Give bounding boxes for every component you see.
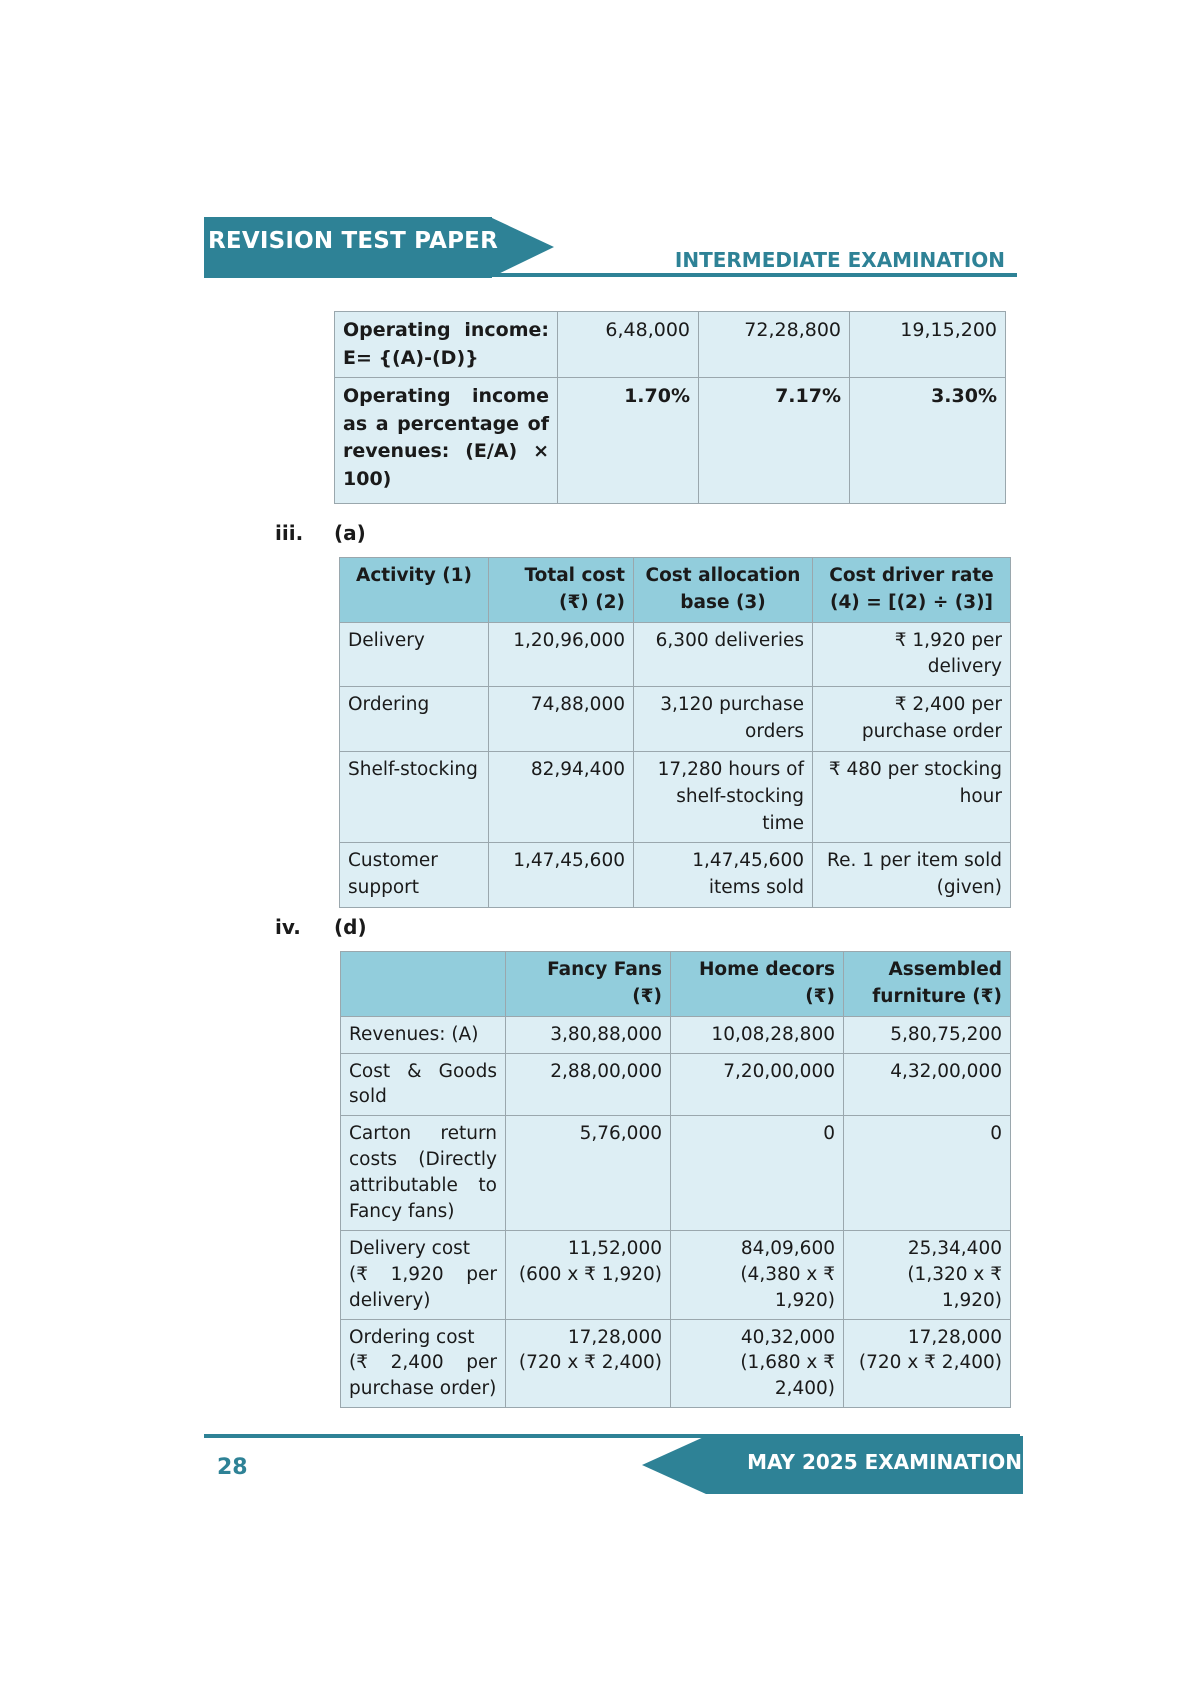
- header-exam: INTERMEDIATE EXAMINATION: [674, 248, 1005, 272]
- table-cell: 6,48,000: [558, 312, 699, 378]
- footer-exam: MAY 2025 EXAMINATION: [747, 1450, 1022, 1474]
- column-header: Home decors (₹): [671, 952, 844, 1017]
- table-cell: Re. 1 per item sold (given): [813, 843, 1011, 908]
- table-row: [341, 1116, 1011, 1231]
- table-row: [341, 1230, 1011, 1319]
- table-cell: ₹ 2,400 per purchase order: [813, 687, 1011, 752]
- table-header-row: [341, 952, 1011, 1017]
- table-row: [341, 1053, 1011, 1116]
- cell-formula: (1,320 x ₹ 1,920): [907, 1263, 1002, 1311]
- cell-formula: (720 x ₹ 2,400): [518, 1352, 662, 1374]
- table-cell: 17,280 hours of shelf-stocking time: [634, 751, 813, 842]
- row-label: [341, 1319, 506, 1408]
- row-label: Cost & Goods sold: [341, 1053, 506, 1116]
- table-row: [340, 622, 1011, 687]
- table-cell: ₹ 480 per stocking hour: [813, 751, 1011, 842]
- table-cell: [671, 1319, 844, 1408]
- table-cell: Shelf-stocking: [340, 751, 489, 842]
- table-cell: 2,88,00,000: [506, 1053, 671, 1116]
- table-cell: Delivery: [340, 622, 489, 687]
- row-label: Carton return costs (Directly attributable to Fancy fans): [341, 1116, 506, 1231]
- header-title: REVISION TEST PAPER: [208, 228, 498, 254]
- table-header-row: [340, 558, 1011, 623]
- table-cell: [844, 1319, 1011, 1408]
- table-cell: 3,80,88,000: [506, 1016, 671, 1053]
- footer-arrow: [642, 1436, 706, 1494]
- column-header: Total cost (₹) (2): [489, 558, 634, 623]
- table-cell: 1,47,45,600 items sold: [634, 843, 813, 908]
- cell-formula: (600 x ₹ 1,920): [518, 1263, 662, 1285]
- row-label: [341, 1230, 506, 1319]
- table-cell: 5,80,75,200: [844, 1016, 1011, 1053]
- cell-value: 17,28,000: [907, 1326, 1002, 1348]
- table-cell: 1.70%: [558, 378, 699, 504]
- table-row: [340, 751, 1011, 842]
- row-label-sub: (₹ 1,920 per delivery): [349, 1263, 497, 1311]
- table-cell: 5,76,000: [506, 1116, 671, 1231]
- table-cell: [506, 1319, 671, 1408]
- column-header: Cost allocation base (3): [634, 558, 813, 623]
- table-cell: 19,15,200: [850, 312, 1006, 378]
- table-cell: 3.30%: [850, 378, 1006, 504]
- table-cell: [844, 1230, 1011, 1319]
- product-cost-table: [340, 951, 1011, 1408]
- page-number: 28: [217, 1455, 248, 1480]
- activity-cost-table: [339, 557, 1011, 908]
- row-label: Revenues: (A): [341, 1016, 506, 1053]
- section-number: iii.: [275, 521, 304, 545]
- table-cell: 7,20,00,000: [671, 1053, 844, 1116]
- row-label-main: Delivery cost: [349, 1237, 471, 1259]
- section-part: (a): [334, 521, 366, 545]
- table-cell: [506, 1230, 671, 1319]
- section-number: iv.: [275, 915, 301, 939]
- table-row: [341, 1319, 1011, 1408]
- table-cell: [671, 1230, 844, 1319]
- cell-value: 84,09,600: [740, 1237, 835, 1259]
- table-row: [335, 378, 1006, 504]
- row-label-main: Ordering cost: [349, 1326, 475, 1348]
- row-label: Operating income: E= {(A)-(D)}: [335, 312, 558, 378]
- table-cell: 1,20,96,000: [489, 622, 634, 687]
- table-row: [341, 1016, 1011, 1053]
- cell-formula: (720 x ₹ 2,400): [858, 1352, 1002, 1374]
- table-cell: 74,88,000: [489, 687, 634, 752]
- cell-formula: (4,380 x ₹ 1,920): [740, 1263, 835, 1311]
- column-header: Cost driver rate (4) = [(2) ÷ (3)]: [813, 558, 1011, 623]
- table-cell: 10,08,28,800: [671, 1016, 844, 1053]
- operating-income-table: [334, 311, 1006, 504]
- column-header: Fancy Fans (₹): [506, 952, 671, 1017]
- table-cell: 0: [844, 1116, 1011, 1231]
- column-header: Assembled furniture (₹): [844, 952, 1011, 1017]
- section-part: (d): [334, 915, 367, 939]
- cell-value: 25,34,400: [907, 1237, 1002, 1259]
- table-row: [340, 843, 1011, 908]
- table-cell: 3,120 purchase orders: [634, 687, 813, 752]
- cell-value: 40,32,000: [740, 1326, 835, 1348]
- header-arrow: [490, 217, 554, 278]
- table-cell: Customer support: [340, 843, 489, 908]
- row-label: Operating income as a percentage of revenues: (E/A) × 100): [335, 378, 558, 504]
- table-cell: 0: [671, 1116, 844, 1231]
- cell-value: 17,28,000: [567, 1326, 662, 1348]
- table-cell: 1,47,45,600: [489, 843, 634, 908]
- row-label-sub: (₹ 2,400 per purchase order): [349, 1352, 497, 1400]
- cell-formula: (1,680 x ₹ 2,400): [740, 1352, 835, 1400]
- table-row: [335, 312, 1006, 378]
- table-cell: 6,300 deliveries: [634, 622, 813, 687]
- column-header: [341, 952, 506, 1017]
- table-cell: 82,94,400: [489, 751, 634, 842]
- table-cell: Ordering: [340, 687, 489, 752]
- column-header: Activity (1): [340, 558, 489, 623]
- table-cell: 4,32,00,000: [844, 1053, 1011, 1116]
- cell-value: 11,52,000: [567, 1237, 662, 1259]
- table-cell: 72,28,800: [699, 312, 850, 378]
- table-cell: 7.17%: [699, 378, 850, 504]
- table-row: [340, 687, 1011, 752]
- header-rule: [204, 273, 1017, 277]
- table-cell: ₹ 1,920 per delivery: [813, 622, 1011, 687]
